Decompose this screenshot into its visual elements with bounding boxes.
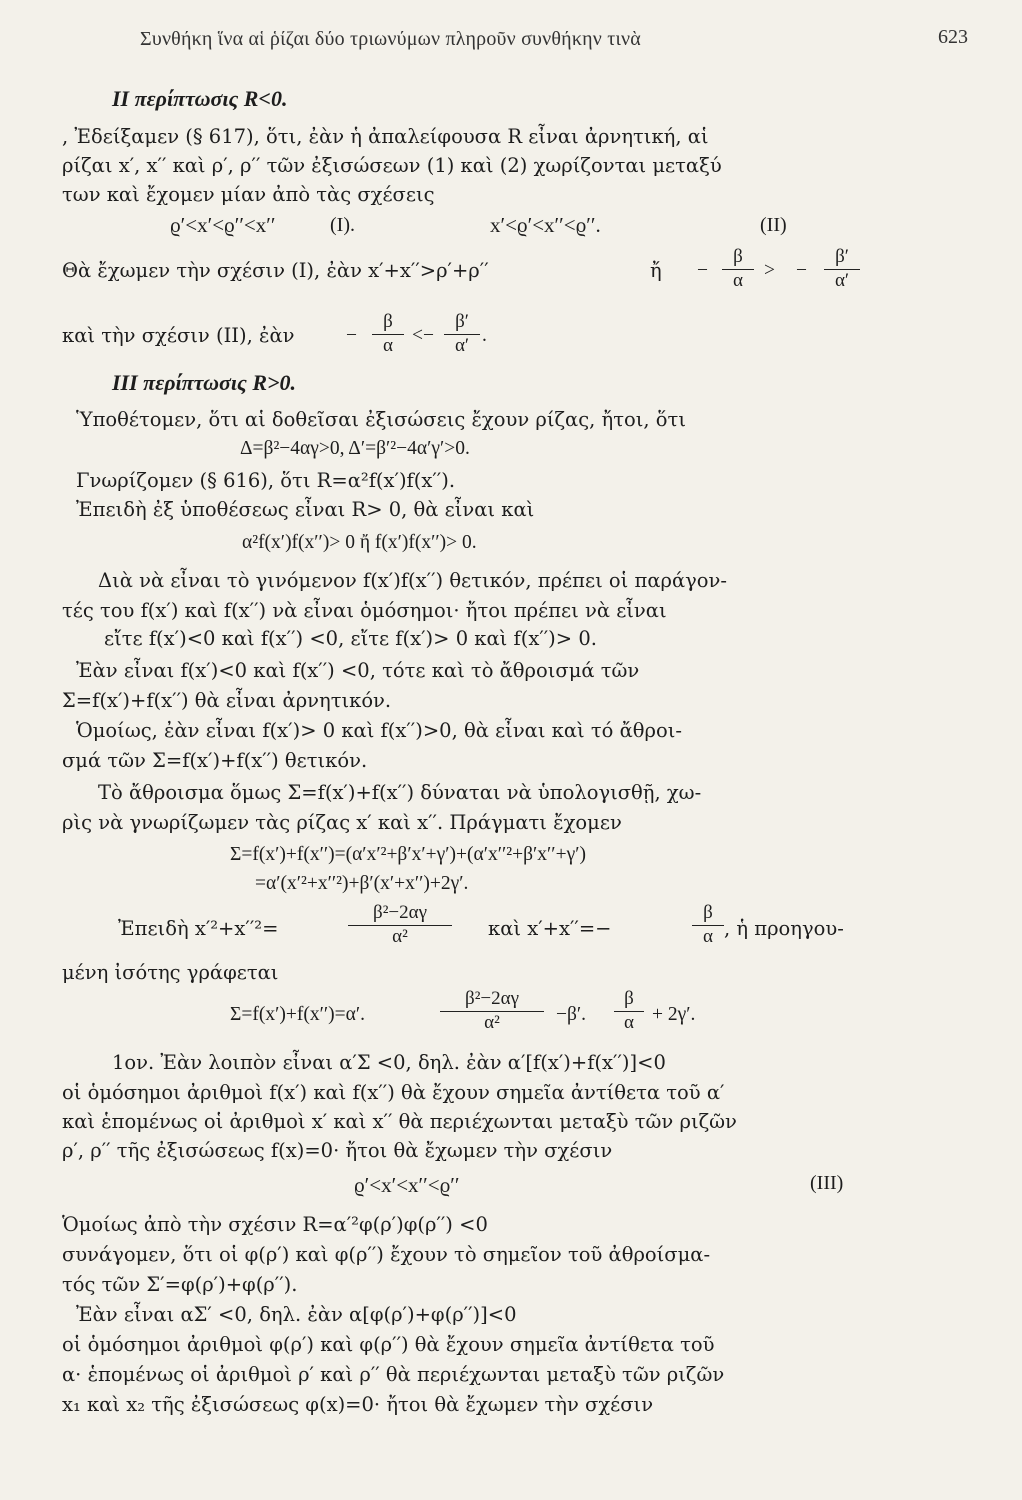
period: . — [482, 325, 487, 346]
text-or: ἤ — [650, 259, 662, 282]
minus-sign: − — [346, 325, 357, 346]
label-iii: (III) — [810, 1172, 844, 1194]
text-line: Τὸ ἄθροισμα ὅμως Σ=f(x′)+f(x′′) δύναται νὰ ὑπολογισθῇ, χω- — [98, 781, 702, 804]
text-line: Ἐὰν εἶναι αΣ′ <0, δηλ. ἐὰν α[φ(ρ′)+φ(ρ′′)]<0 — [76, 1303, 517, 1326]
text-line: καὶ τὴν σχέσιν (II), ἐὰν — [62, 324, 295, 347]
running-title: Συνθήκη ἵνα αἱ ῥίζαι δύο τριωνύμων πληροῦν συνθήκην τινὰ — [140, 28, 641, 50]
formula-line: Σ=f(x′)+f(x′′)=(α′x′²+β′x′+γ′)+(α′x′′²+β′x′′+γ′) — [230, 844, 586, 865]
label-i: (I). — [330, 214, 355, 236]
formula-line: =α′(x′²+x′′²)+β′(x′+x′′)+2γ′. — [255, 873, 469, 894]
text-line: Ὁμοίως, ἐὰν εἶναι f(x′)> 0 καὶ f(x′′)>0, θὰ εἶναι καὶ τό ἄθροι- — [76, 719, 682, 742]
text-line: Ἐπειδὴ x′²+x′′²= — [118, 917, 279, 940]
text-line: ρὶς νὰ γνωρίζωμεν τὰς ρίζας x′ καὶ x′′. Πράγματι ἔχομεν — [62, 811, 622, 834]
text-line: , Ἐδείξαμεν (§ 617), ὅτι, ἐὰν ἡ ἀπαλείφουσα R εἶναι ἀρνητική, αἱ — [62, 125, 709, 148]
formula-line: α²f(x′)f(x′′)> 0 ἤ f(x′)f(x′′)> 0. — [242, 532, 477, 553]
minus-sign: − — [796, 260, 807, 281]
relation-i: ϱ′<x′<ϱ′′<x′′ — [170, 213, 276, 237]
label-ii: (II) — [760, 214, 787, 236]
text-line: Ὑποθέτομεν, ὅτι αἱ δοθεῖσαι ἐξισώσεις ἔχουν ρίζας, ἤτοι, ὅτι — [76, 408, 686, 431]
text-line: συνάγομεν, ὅτι οἱ φ(ρ′) καὶ φ(ρ′′) ἔχουν τὸ σημεῖον τοῦ ἀθροίσμα- — [62, 1243, 711, 1266]
text-line: Ἐπειδὴ ἐξ ὑποθέσεως εἶναι R> 0, θὰ εἶναι καὶ — [76, 498, 535, 521]
section-heading-ii: II περίπτωσις R<0. — [112, 86, 288, 111]
fraction: β α — [372, 311, 404, 357]
text-line: Ἐὰν εἶναι f(x′)<0 καὶ f(x′′) <0, τότε καὶ τὸ ἄθροισμά τῶν — [76, 659, 640, 682]
relation-sign: > — [764, 260, 775, 281]
minus-sign: − — [697, 260, 708, 281]
fraction: β α — [722, 246, 754, 292]
text-line: Ὁμοίως ἀπὸ τὴν σχέσιν R=α′²φ(ρ′)φ(ρ′′) <0 — [62, 1213, 488, 1236]
text-line: ρίζαι x′, x′′ καὶ ρ′, ρ′′ τῶν ἐξισώσεων (1) καὶ (2) χωρίζονται μεταξύ — [62, 154, 722, 177]
text-line: σμά τῶν Σ=f(x′)+f(x′′) θετικόν. — [62, 749, 368, 772]
text-line: Θὰ ἔχωμεν τὴν σχέσιν (I), ἐὰν x′+x′′>ρ′+ρ′′ — [62, 259, 489, 282]
relation-sign: <− — [412, 325, 434, 346]
text-line: ρ′, ρ′′ τῆς ἐξισώσεως f(x)=0· ἤτοι θὰ ἔχωμεν τὴν σχέσιν — [62, 1139, 613, 1162]
text-line: τός τῶν Σ′=φ(ρ′)+φ(ρ′′). — [62, 1273, 298, 1296]
fraction: β′ α′ — [444, 311, 480, 357]
formula-line: Σ=f(x′)+f(x′′)=α′. — [230, 1004, 365, 1025]
discriminant-line: Δ=β²−4αγ>0, Δ′=β′²−4α′γ′>0. — [240, 438, 470, 459]
section-heading-iii: III περίπτωσις R>0. — [112, 370, 297, 395]
relation-iii: ϱ′<x′<x′′<ϱ′′ — [354, 1173, 460, 1197]
text-line: Διὰ νὰ εἶναι τὸ γινόμενον f(x′)f(x′′) θετικόν, πρέπει οἱ παράγον- — [98, 569, 727, 592]
text-line: Γνωρίζομεν (§ 616), ὅτι R=α²f(x′)f(x′′). — [76, 469, 456, 492]
text-line: εἴτε f(x′)<0 καὶ f(x′′) <0, εἴτε f(x′)> 0 καὶ f(x′′)> 0. — [104, 627, 597, 650]
text-line: οἱ ὁμόσημοι ἀριθμοὶ f(x′) καὶ f(x′′) θὰ ἔχουν σημεῖα ἀντίθετα τοῦ α′ — [62, 1081, 725, 1104]
fraction: β²−2αγ α² — [440, 988, 544, 1034]
fraction: β′ α′ — [824, 246, 860, 292]
text-line: των καὶ ἔχομεν μίαν ἀπὸ τὰς σχέσεις — [62, 183, 435, 206]
formula-part: + 2γ′. — [652, 1004, 696, 1025]
text-line: Σ=f(x′)+f(x′′) θὰ εἶναι ἀρνητικόν. — [62, 689, 392, 712]
text-line: τές του f(x′) καὶ f(x′′) νὰ εἶναι ὁμόσημοι· ἤτοι πρέπει νὰ εἶναι — [62, 599, 667, 622]
fraction: β α — [614, 988, 644, 1034]
fraction: β²−2αγ α² — [348, 902, 452, 948]
formula-part: −β′. — [556, 1004, 587, 1025]
text-line: α· ἑπομένως οἱ ἀριθμοὶ ρ′ καὶ ρ′′ θὰ περιέχωνται μεταξὺ τῶν ριζῶν — [62, 1363, 725, 1386]
text-line: καὶ ἑπομένως οἱ ἀριθμοὶ x′ καὶ x′′ θὰ περιέχωνται μεταξὺ τῶν ριζῶν — [62, 1110, 737, 1133]
text-line: καὶ x′+x′′=− — [488, 917, 612, 940]
text-line: οἱ ὁμόσημοι ἀριθμοὶ φ(ρ′) καὶ φ(ρ′′) θὰ ἔχουν σημεῖα ἀντίθετα τοῦ — [62, 1333, 715, 1356]
relation-ii: x′<ϱ′<x′′<ϱ′′. — [490, 213, 601, 237]
fraction: β α — [692, 902, 724, 948]
page-number: 623 — [938, 26, 968, 48]
text-line: μένη ἰσότης γράφεται — [62, 961, 279, 984]
text-line: 1ον. Ἐὰν λοιπὸν εἶναι α′Σ <0, δηλ. ἐὰν α′[f(x′)+f(x′′)]<0 — [112, 1051, 666, 1074]
text-line: , ἡ προηγου- — [724, 917, 844, 940]
text-line: x₁ καὶ x₂ τῆς ἐξισώσεως φ(x)=0· ἤτοι θὰ ἔχωμεν τὴν σχέσιν — [62, 1393, 654, 1416]
